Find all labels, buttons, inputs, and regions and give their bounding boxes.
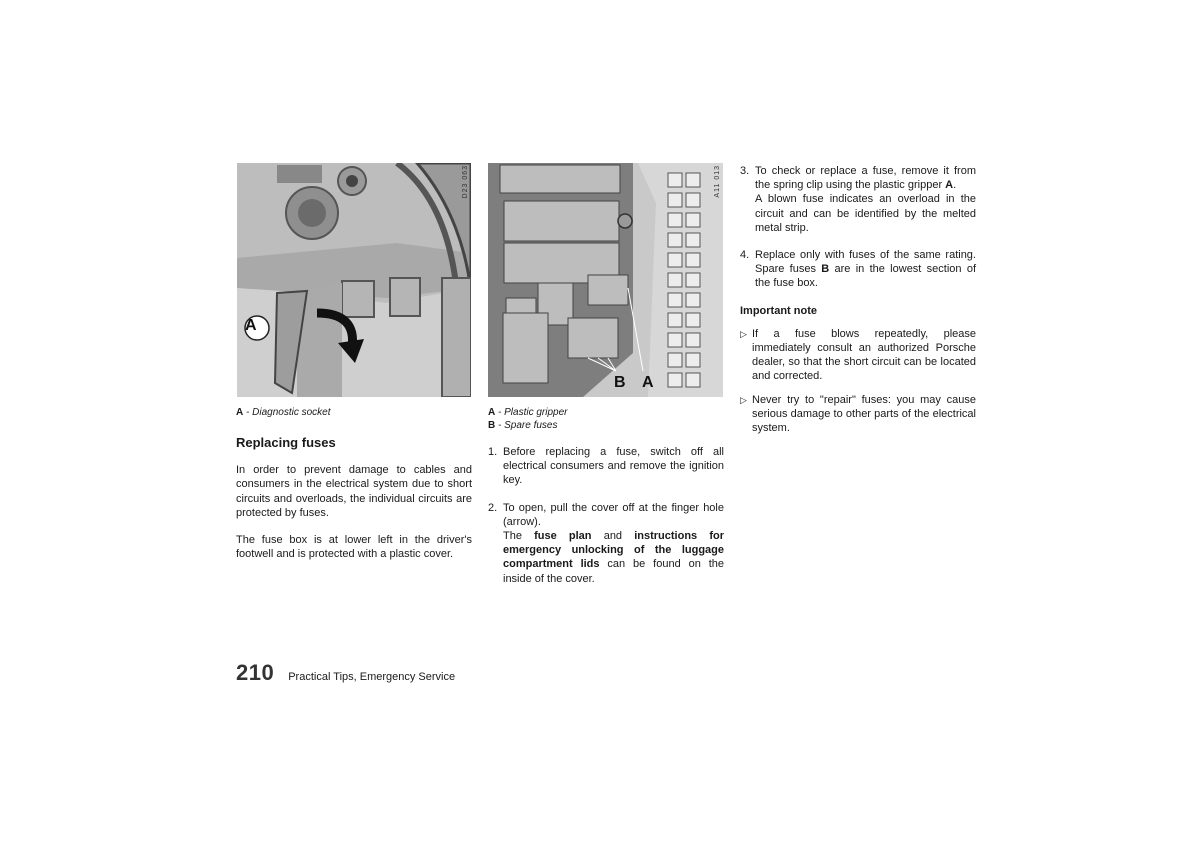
- steps-list: [488, 445, 724, 586]
- step-text: To open, pull the cover off at the finger hole (arrow).: [503, 501, 724, 528]
- step-number: 1.: [488, 446, 498, 458]
- caption-line-b: [488, 419, 567, 432]
- section-title: Practical Tips, Emergency Service: [288, 671, 456, 683]
- step-text-detail: A blown fuse indicates an overload in the circuit and can be identified by the melted metal strip.: [755, 193, 976, 234]
- column-right: [740, 164, 976, 444]
- footwell-illustration: [237, 163, 471, 397]
- fuse-box-illustration: [488, 163, 723, 397]
- notes-list: [740, 327, 976, 435]
- step-text-detail: [503, 529, 724, 586]
- note-text: If a fuse blows repeatedly, please immediately consult an authorized Porsche dealer, so that the short circuit can be located and corrected.: [752, 327, 976, 383]
- figure-code: A11 013: [714, 165, 721, 198]
- text-run: .: [953, 179, 957, 192]
- note-item: [740, 327, 976, 384]
- column-left: [236, 436, 472, 574]
- section-heading: Replacing fuses: [236, 435, 336, 450]
- text-run: can be found on the inside of the cover.: [503, 558, 725, 585]
- caption-key: A: [236, 407, 244, 418]
- callout-a-footwell: A: [245, 317, 257, 334]
- step-number: 3.: [740, 165, 750, 177]
- caption-key-b: B: [488, 420, 496, 431]
- caption-line-a: [488, 406, 567, 419]
- step-text: Before replacing a fuse, switch off all electrical consumers and remove the ignition key.: [503, 446, 724, 487]
- page-footer: [236, 660, 455, 686]
- triangle-bullet-icon: ▷: [740, 394, 747, 405]
- step-text: [755, 164, 976, 192]
- step-2: [488, 501, 724, 586]
- text-emphasis: fuse plan: [534, 530, 592, 543]
- note-text: Never try to "repair" fuses: you may cause serious damage to other parts of the electrical system.: [752, 393, 976, 435]
- text-run: are in the lowest section of the fuse box.: [755, 263, 977, 290]
- callout-b-fuse-box: B: [614, 374, 626, 391]
- caption-text-a: - Plastic gripper: [498, 407, 568, 418]
- page-number: 210: [236, 660, 275, 685]
- paragraph-location: The fuse box is at lower left in the driver's footwell and is protected with a plastic cover.: [236, 534, 472, 561]
- triangle-bullet-icon: ▷: [740, 328, 747, 339]
- figure-code: D23 063: [462, 165, 469, 199]
- step-number: 2.: [488, 501, 498, 514]
- step-4: [740, 248, 976, 291]
- caption-text-b: - Spare fuses: [498, 420, 558, 431]
- step-number: 4.: [740, 249, 750, 262]
- text-run: To check or replace a fuse, remove it from the spring clip using the plastic gripper: [755, 165, 976, 192]
- step-text: [755, 248, 976, 291]
- text-run: Replace only with fuses of the same rating. Spare fuses: [755, 249, 976, 276]
- text-run: The: [503, 530, 535, 543]
- text-emphasis: A: [945, 179, 954, 192]
- figure1-caption: [236, 406, 331, 419]
- text-run: and: [591, 530, 635, 543]
- important-note-heading: Important note: [740, 304, 817, 317]
- steps-list: [740, 164, 976, 291]
- callout-a-fuse-box: A: [642, 374, 654, 391]
- figure2-caption: [488, 406, 567, 432]
- text-emphasis: B: [821, 263, 830, 276]
- paragraph-intro: In order to prevent damage to cables and consumers in the electrical system due to short circuits and overloads, the individual circuits are protected by fuses.: [236, 464, 472, 519]
- note-item: [740, 393, 976, 436]
- step-3: [740, 164, 976, 235]
- caption-text: - Diagnostic socket: [246, 407, 331, 418]
- caption-key-a: A: [488, 407, 496, 418]
- step-1: [488, 445, 724, 488]
- column-middle: [488, 445, 724, 599]
- text-emphasis: instructions for emergency unlocking of the luggage compartment lids: [503, 530, 724, 571]
